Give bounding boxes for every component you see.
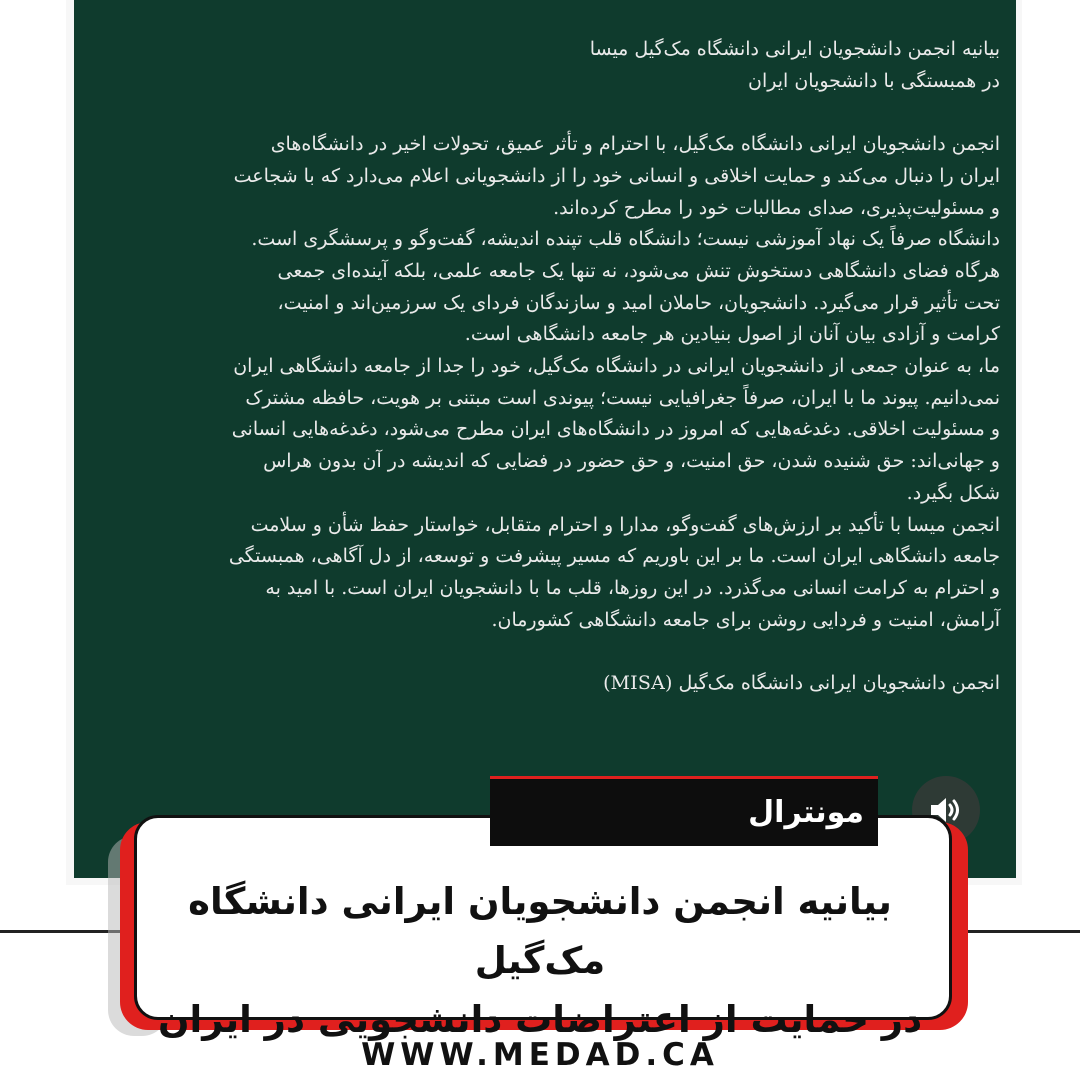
statement-body-line: انجمن دانشجویان ایرانی دانشگاه مک‌گیل، با احترام و تأثر عمیق، تحولات اخیر در دانشگاه‌های (270, 133, 1000, 156)
statement-body-line: دانشگاه صرفاً یک نهاد آموزشی نیست؛ دانشگاه قلب تپنده اندیشه، گفت‌وگو و پرسشگری است. (251, 228, 1000, 251)
statement-body-line: انجمن میسا با تأکید بر ارزش‌های گفت‌وگو، مدارا و احترام متقابل، خواستار حفظ شأن و سلامت (250, 513, 1000, 536)
statement-body-line: شکل بگیرد. (906, 481, 1000, 504)
statement-body-line: و مسئولیت‌پذیری، صدای مطالبات خود را مطرح کرده‌اند. (553, 196, 1000, 219)
statement-body-line: و جهانی‌اند: حق شنیده شدن، حق امنیت، و حق حضور در فضایی که اندیشه در آن بدون هراس (263, 450, 1000, 473)
statement-body-line: تحت تأثیر قرار می‌گیرد. دانشجویان، حاملان امید و سازندگان فردای یک سرزمین‌اند و امنیت، (277, 291, 1000, 314)
statement-signature: انجمن دانشجویان ایرانی دانشگاه مک‌گیل (MISA) (603, 672, 1000, 695)
statement-header-line: بیانیه انجمن دانشجویان ایرانی دانشگاه مک‌گیل میسا (589, 38, 1000, 60)
headline-line-1: بیانیه انجمن دانشجویان ایرانی دانشگاه مک‌گیل (188, 880, 892, 982)
statement-body-line: آرامش، امنیت و فردایی روشن برای جامعه دانشگاهی کشورمان. (491, 608, 1000, 631)
statement-body-line: و مسئولیت اخلاقی. دغدغه‌هایی که امروز در دانشگاه‌های ایران مطرح می‌شود، دغدغه‌هایی انسانی (231, 418, 1000, 441)
statement-body-line: جامعه دانشگاهی ایران است. ما بر این باوریم که مسیر پیشرفت و توسعه، از دل آگاهی، همبستگی (228, 545, 1000, 568)
statement-text (96, 34, 1000, 700)
statement-body-line: و احترام به کرامت انسانی می‌گذرد. در این روزها، قلب ما با دانشجویان ایران است. با امید به (265, 576, 1000, 599)
statement-body-line: ایران را دنبال می‌کند و حمایت اخلاقی و انسانی خود را از دانشجویانی اعلام می‌دارد که با شجاعت (233, 164, 1000, 187)
statement-body-line: ما، به عنوان جمعی از دانشجویان ایرانی در دانشگاه مک‌گیل، خود را جدا از جامعه دانشگاهی ایران (233, 355, 1000, 378)
statement-body-line: هرگاه فضای دانشگاهی دستخوش تنش می‌شود، نه تنها یک جامعه علمی، بلکه آینده‌ای جمعی (277, 259, 1000, 282)
headline (150, 872, 930, 1049)
location-label: مونترال (748, 795, 864, 830)
statement-body-line: کرامت و آزادی بیان آنان از اصول بنیادین هر جامعه دانشگاهی است. (464, 323, 1000, 346)
headline-line-2: در حمایت از اعتراضات دانشجویی در ایران (157, 998, 923, 1041)
location-tag (490, 776, 878, 846)
website-url[interactable]: WWW.MEDAD.CA (361, 1037, 719, 1073)
statement-body-line: نمی‌دانیم. پیوند ما با ایران، صرفاً جغرافیایی نیست؛ پیوندی است مبتنی بر هویت، حافظه مشترک (245, 386, 1000, 409)
statement-header-line: در همبستگی با دانشجویان ایران (748, 69, 1000, 92)
